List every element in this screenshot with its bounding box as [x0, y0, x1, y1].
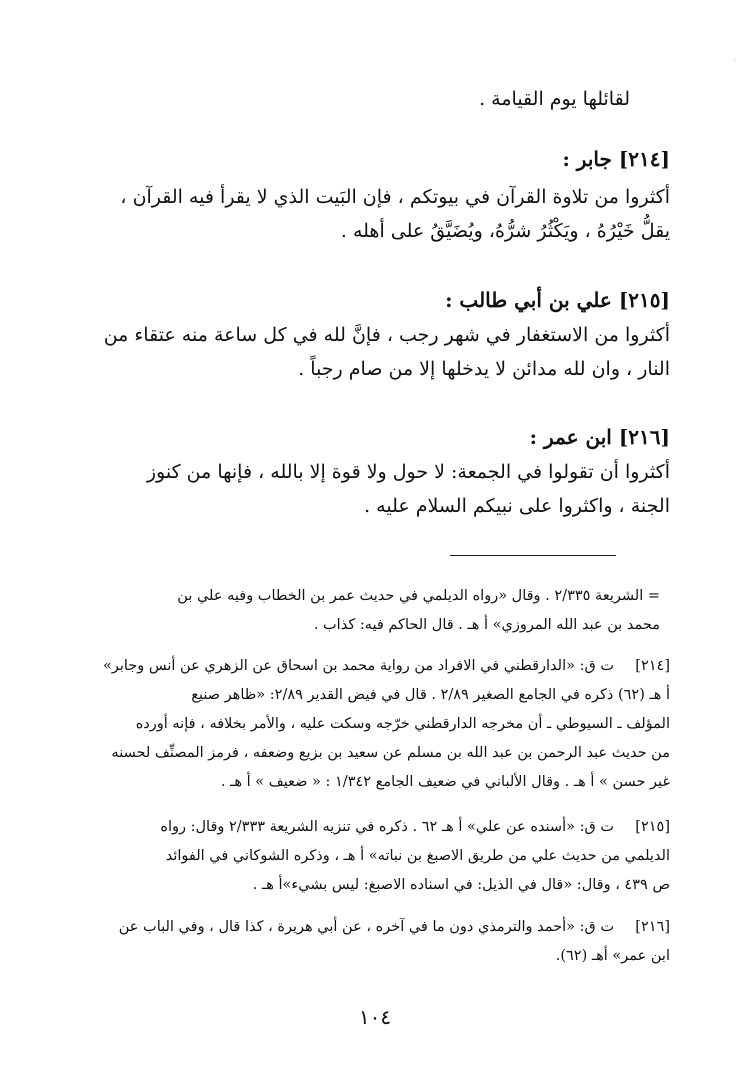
entry-heading: [٢١٥] علي بن أبي طالب :: [445, 288, 670, 312]
main-text-line: الجنة ، واكثروا على نبيكم السلام عليه .: [364, 495, 670, 517]
entry-214-text: [60, 180, 670, 248]
footnote-line: = الشريعة ٢/٣٣٥ . وقال «رواه الديلمي في حديث عمر بن الخطاب وفيه علي بن: [177, 588, 660, 604]
entry-215: [60, 283, 670, 317]
footnote-number: [٢١٥]: [635, 819, 670, 835]
footnote-line: ص ٤٣٩ ، وقال: «قال في الذيل: في اسناده الاصبغ: ليس بشيء»أ هـ .: [252, 877, 670, 893]
footnote-line: غير حسن » أ هـ . وقال الألباني في ضعيف الجامع ١/٣٤٢ : « ضعيف » أ هـ .: [220, 774, 670, 790]
entry-214: [60, 142, 670, 176]
footnote-text: ت ق: «أسنده عن علي» أ هـ ٦٢ . ذكره في تنزيه الشريعة ٢/٣٣٣ وقال: رواه: [160, 819, 614, 835]
main-text-line: أكثروا من الاستغفار في شهر رجب ، فإنَّ لله في كل ساعة منه عتقاء من: [103, 324, 670, 346]
footnote-line: ابن عمر» أهـ (٦٢).: [555, 948, 670, 964]
edge-mark: ·: [733, 55, 737, 66]
main-text-line: أكثروا من تلاوة القرآن في بيوتكم ، فإن البَيت الذي لا يقرأ فيه القرآن ،: [120, 186, 670, 208]
main-text-line: يقلُّ خَيْرُهُ ، ويَكْثُرُ شرُّهُ، ويُضَيَّقُ على أهله .: [340, 220, 670, 242]
footnote-text: ت ق: «أحمد والترمذي دون ما في آخره ، عن أبي هريرة ، كذا قال ، وفي الباب عن: [118, 919, 614, 935]
entry-215-text: [60, 318, 670, 386]
entry-heading: [٢١٤] جابر :: [562, 147, 670, 171]
footnote-line: [60, 652, 670, 681]
footnote-line: أ هـ (٦٢) ذكره في الجامع الصغير ٢/٨٩ . قال في فيض القدير ٢/٨٩: «ظاهر صنيع: [191, 687, 670, 703]
footnote-line: [60, 813, 670, 842]
footnote-continuation: [60, 582, 660, 640]
footnote-line: الديلمي من حديث علي من طريق الاصبغ بن نباته» أ هـ ، وذكره الشوكاني في الفوائد: [165, 848, 670, 864]
footnote-215: [60, 813, 670, 900]
footnote-line: محمد بن عبد الله المروزي» أ هـ . قال الحاكم فيه: كذاب .: [313, 617, 660, 633]
footnote-line: من حديث عبد الرحمن بن عبد الله بن مسلم عن سعيد بن بزيع وضعفه ، فرمز المصنِّف لحسنه: [111, 745, 670, 761]
footnote-number: [٢١٤]: [635, 658, 670, 674]
footnote-214: [60, 652, 670, 797]
main-text-line: أكثروا أن تقولوا في الجمعة: لا حول ولا قوة إلا بالله ، فإنها من كنوز: [146, 461, 670, 483]
footnote-line: [60, 913, 670, 942]
continuation-text: [300, 82, 630, 116]
footnote-text: ت ق: «الدارقطني في الافراد من رواية محمد بن اسحاق عن الزهري عن أنس وجابر»: [102, 658, 614, 674]
main-text-line: لقائلها يوم القيامة .: [479, 88, 630, 110]
footnote-line: المؤلف ـ السيوطي ـ أن مخرجه الدارقطني خرّجه وسكت عليه ، والأمر بخلافه ، فإنه أورده: [135, 716, 670, 732]
entry-heading: [٢١٦] ابن عمر :: [529, 425, 670, 449]
entry-216: [60, 420, 670, 454]
main-text-line: النار ، وان لله مدائن لا يدخلها إلا من صام رجباً .: [298, 358, 670, 380]
footnote-216: [60, 913, 670, 971]
page-number: ١٠٤: [358, 1005, 392, 1029]
entry-216-text: [60, 455, 670, 523]
footnote-number: [٢١٦]: [635, 919, 670, 935]
footnote-divider: [450, 555, 616, 556]
